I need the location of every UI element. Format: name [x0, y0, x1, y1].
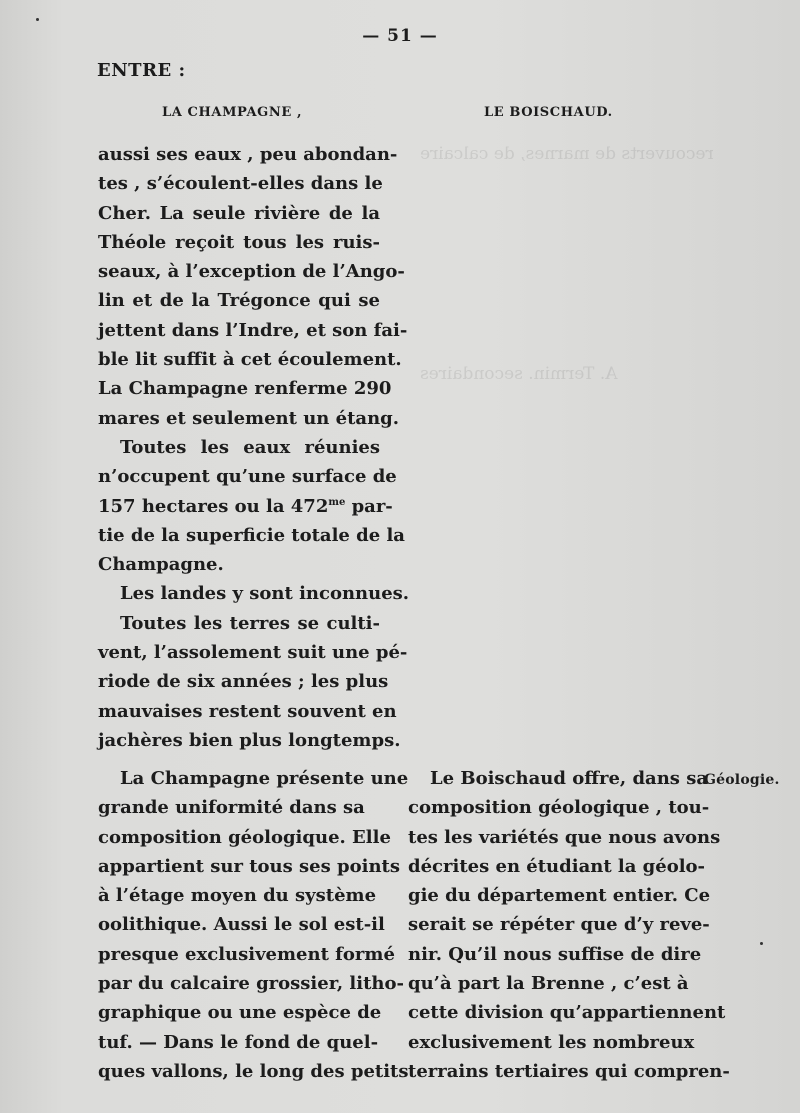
right-column-lower: [408, 764, 730, 1086]
text-line: Toutes les eaux réunies: [120, 436, 380, 458]
text-line: vent, l’assolement suit une pé-: [98, 642, 408, 664]
text-line: mares et seulement un étang.: [98, 407, 400, 429]
text-line: cette division qu’appartiennent: [408, 1002, 726, 1024]
text-line: riode de six années ; les plus: [98, 671, 389, 693]
text-line: Le Boischaud offre, dans sa: [430, 768, 708, 789]
text-line: terrains tertiaires qui compren-: [408, 1060, 730, 1082]
text-line: lin et de la Trégonce qui se: [98, 290, 380, 312]
text-line: graphique ou une espèce de: [98, 1002, 382, 1024]
text-line: composition géologique. Elle: [98, 826, 391, 848]
show-through: recouverts de marnes, de calcaire: [420, 144, 714, 164]
text-line: La Champagne renferme 290: [98, 378, 392, 400]
text-line: serait se répéter que d’y reve-: [408, 914, 710, 936]
section-heading: ENTRE :: [97, 60, 186, 81]
show-through: A. Termin. secondaires: [420, 364, 618, 384]
text-line: presque exclusivement formé: [98, 943, 395, 965]
ink-speck: [760, 942, 763, 945]
text-line: Théole reçoit tous les ruis-: [98, 231, 380, 253]
text-line: appartient sur tous ses points: [98, 855, 400, 877]
text-line: Cher. La seule rivière de la: [98, 202, 380, 224]
text-line: jettent dans l’Indre, et son fai-: [98, 319, 408, 341]
text-line: 157 hectares ou la $472^{me}$ par-: [98, 495, 393, 517]
text-line: exclusivement les nombreux: [408, 1031, 695, 1053]
text-line: par du calcaire grossier, litho-: [98, 973, 404, 995]
text-line: aussi ses eaux , peu abondan-: [98, 144, 398, 165]
left-column-upper: [98, 140, 410, 755]
text-line: Toutes les terres se culti-: [120, 612, 380, 634]
text-line: décrites en étudiant la géolo-: [408, 855, 706, 877]
ink-speck: [36, 18, 39, 21]
text-line: ble lit suffit à cet écoulement.: [98, 349, 402, 371]
text-line: gie du département entier. Ce: [408, 885, 711, 907]
text-line: tuf. — Dans le fond de quel-: [98, 1031, 379, 1053]
text-line: Champagne.: [98, 554, 224, 576]
text-line: tie de la superficie totale de la: [98, 524, 405, 546]
text-line: qu’à part la Brenne , c’est à: [408, 973, 689, 995]
text-line: composition géologique , tou-: [408, 797, 710, 819]
page-number: — 51 —: [362, 26, 438, 46]
text-line: tes , s’écoulent-elles dans le: [98, 173, 383, 195]
left-column-lower: [98, 764, 409, 1086]
text-line: tes les variétés que nous avons: [408, 826, 721, 848]
text-line: grande uniformité dans sa: [98, 797, 365, 819]
margin-note: Géologie.: [704, 772, 780, 788]
text-line: nir. Qu’il nous suffise de dire: [408, 943, 702, 965]
column-heading-left: LA CHAMPAGNE ,: [162, 105, 303, 120]
column-heading-right: LE BOISCHAUD.: [484, 105, 613, 120]
text-line: mauvaises restent souvent en: [98, 700, 397, 722]
text-line: seaux, à l’exception de l’Ango-: [98, 261, 405, 283]
text-line: La Champagne présente une: [120, 768, 409, 789]
text-line: jachères bien plus longtemps.: [98, 729, 401, 751]
text-line: à l’étage moyen du système: [98, 885, 377, 907]
text-line: n’occupent qu’une surface de: [98, 466, 397, 488]
text-line: oolithique. Aussi le sol est-il: [98, 914, 385, 936]
text-line: Les landes y sont inconnues.: [120, 583, 410, 605]
text-line: ques vallons, le long des petits: [98, 1060, 409, 1082]
ordinal-suffix: me: [328, 496, 346, 508]
